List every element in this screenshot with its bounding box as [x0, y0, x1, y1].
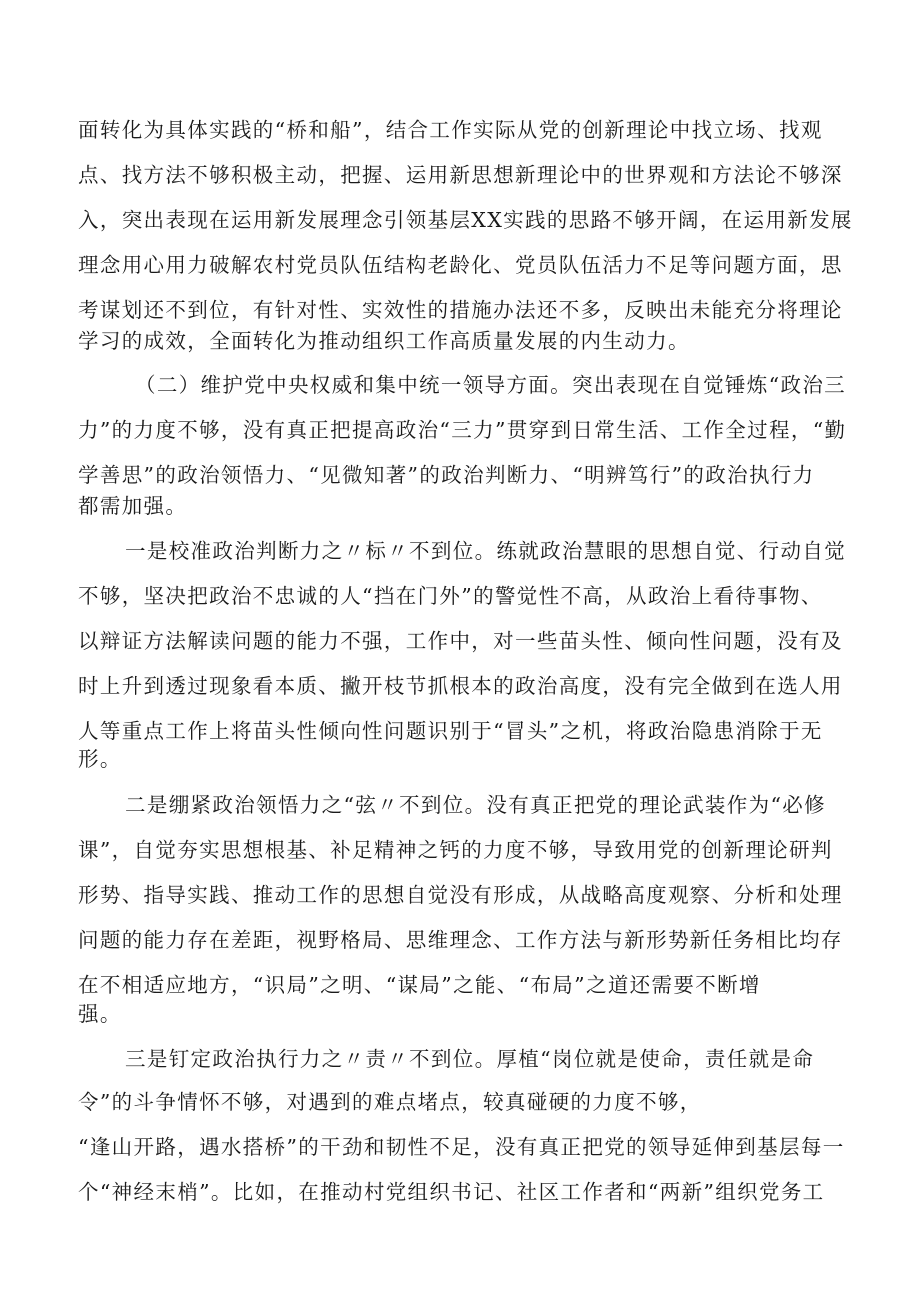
text-line: 入，突出表现在运用新发展理念引领基层XX实践的思路不够开阔，在运用新发展 [78, 208, 853, 232]
text-line: 人等重点工作上将苗头性倾向性问题识别于“冒头”之机，将政治隐患消除于无 [78, 719, 823, 743]
paragraph-start: 三是钉定政治执行力之〃责〃不到位。厚植“岗位就是使命，责任就是命 [125, 1047, 815, 1071]
text-line: 以辩证方法解读问题的能力不强，工作中，对一些苗头性、倾向性问题，没有及 [78, 629, 843, 653]
paragraph-start: 一是校准政治判断力之〃标〃不到位。练就政治慧眼的思想自觉、行动自觉 [125, 539, 847, 563]
text-line: 都需加强。 [78, 494, 188, 518]
text-line: 课”，自觉夯实思想根基、补足精神之钙的力度不够，导致用党的创新理论研判 [78, 838, 833, 862]
text-line: 个“神经末梢”。比如，在推动村党组织书记、社区工作者和“两新”组织党务工 [78, 1180, 825, 1204]
section-heading-paragraph: （二）维护党中央权威和集中统一领导方面。突出表现在自觉锤炼“政治三 [135, 373, 847, 397]
text-line: “逢山开路，遇水搭桥”的干劲和韧性不足，没有真正把党的领导延伸到基层每一 [78, 1135, 845, 1159]
text-line: 形势、指导实践、推动工作的思想自觉没有形成，从战略高度观察、分析和处理 [78, 883, 843, 907]
text-line: 不够，坚决把政治不忠诚的人“挡在门外”的警觉性不高，从政治上看待事物、 [78, 584, 823, 608]
text-line: 学善思”的政治领悟力、“见微知著”的政治判断力、“明辨笃行”的政治执行力 [78, 463, 815, 487]
paragraph-start: 二是绷紧政治领悟力之“弦〃不到位。没有真正把党的理论武装作为“必修 [125, 793, 827, 817]
text-line: 在不相适应地方，“识局”之明、“谋局”之能、“布局”之道还需要不断增 [78, 973, 761, 997]
text-line: 强。 [78, 1002, 122, 1026]
text-line: 力”的力度不够，没有真正把提高政治“三力”贯穿到日常生活、工作全过程，“勤 [78, 418, 847, 442]
text-line: 面转化为具体实践的“桥和船”，结合工作实际从党的创新理论中找立场、找观 [78, 118, 823, 142]
text-line: 考谋划还不到位，有针对性、实效性的措施办法还不多，反映出未能充分将理论 [78, 298, 843, 322]
text-line: 令”的斗争情怀不够，对遇到的难点堵点，较真碰硬的力度不够， [78, 1090, 702, 1114]
text-line: 时上升到透过现象看本质、撇开枝节抓根本的政治高度，没有完全做到在选人用 [78, 674, 843, 698]
text-line: 学习的成效，全面转化为推动组织工作高质量发展的内生动力。 [78, 329, 690, 353]
text-line: 理念用心用力破解农村党员队伍结构老龄化、党员队伍活力不足等问题方面，思 [78, 253, 843, 277]
text-line: 形。 [78, 747, 122, 771]
text-line: 点、找方法不够积极主动，把握、运用新思想新理论中的世界观和方法论不够深 [78, 163, 843, 187]
text-line: 问题的能力存在差距，视野格局、思维理念、工作方法与新形势新任务相比均存 [78, 928, 843, 952]
